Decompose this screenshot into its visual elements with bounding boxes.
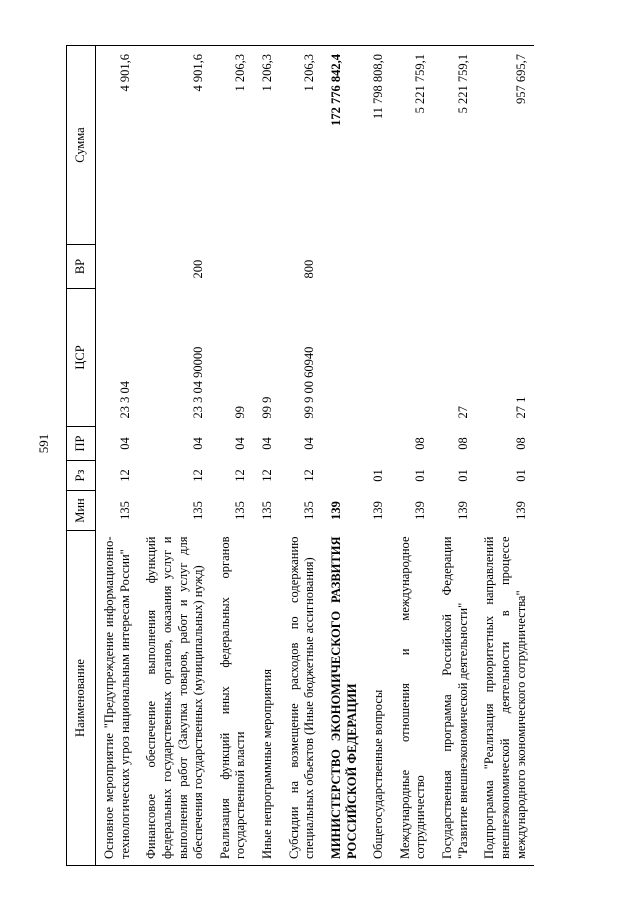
- row-vr: [323, 245, 365, 289]
- row-pr: 04: [302, 437, 317, 450]
- row-rz: 01: [371, 469, 386, 482]
- table-row: [254, 46, 281, 866]
- row-min: 139: [413, 501, 428, 520]
- row-name: Основное мероприятие "Предупреждение информационно-технологических угроз национальным интересам России": [102, 536, 132, 859]
- page-number: 591: [36, 433, 51, 454]
- row-name: Реализация функций иных федеральных органов государственной власти: [217, 536, 248, 859]
- row-pr: 08: [513, 437, 528, 450]
- row-min: 139: [328, 501, 343, 520]
- row-vr: [254, 245, 281, 289]
- row-min: 139: [513, 501, 528, 520]
- row-min: 139: [455, 501, 470, 520]
- row-name: Общегосударственные вопросы: [371, 689, 386, 859]
- row-csr: 99 9 00 60940: [302, 346, 317, 419]
- row-min: 135: [302, 501, 317, 520]
- row-csr: 23 3 04: [117, 381, 132, 419]
- row-vr: [365, 245, 392, 289]
- row-csr: 23 3 04 90000: [191, 346, 206, 419]
- row-sum: 172 776 842,4: [328, 54, 343, 126]
- row-name: Подпрограмма "Реализация приоритетных направлений внешнеэкономической деятельности в процессе международного экономического сотрудничества": [482, 536, 528, 859]
- row-name: Иные непрограммные мероприятия: [260, 669, 274, 859]
- table-header-row: [67, 46, 96, 866]
- row-csr: [392, 289, 434, 427]
- header-rz: Рз: [67, 461, 96, 491]
- rotated-page-content: [66, 46, 634, 866]
- header-csr: ЦСР: [67, 289, 96, 427]
- table-row: [392, 46, 434, 866]
- row-sum: 5 221 759,1: [455, 54, 470, 114]
- row-min: 135: [233, 501, 248, 520]
- row-vr: 800: [302, 259, 317, 279]
- row-rz: 12: [260, 469, 274, 482]
- header-min: Мин: [67, 491, 96, 531]
- row-csr: 99 9: [260, 396, 274, 419]
- row-pr: 04: [260, 437, 274, 450]
- row-min: 135: [191, 501, 206, 520]
- row-pr: 08: [413, 437, 428, 450]
- row-name: Международные отношения и международное сотрудничество: [397, 536, 428, 859]
- table-row: [281, 46, 323, 866]
- row-pr: 04: [117, 437, 132, 450]
- header-sum: Сумма: [67, 46, 96, 245]
- row-csr: 27: [455, 406, 470, 419]
- table-row: [476, 46, 534, 866]
- row-sum: 11 798 808,0: [371, 54, 386, 120]
- row-min: 135: [260, 501, 274, 520]
- row-sum: 1 206,3: [302, 54, 317, 92]
- table-row: [96, 46, 139, 866]
- table-row: [138, 46, 212, 866]
- row-sum: 5 221 759,1: [413, 54, 428, 114]
- row-name: Государственная программа Российской Федерации "Развитие внешнеэкономической деятельности": [440, 536, 470, 859]
- row-vr: [392, 245, 434, 289]
- row-csr: [323, 289, 365, 427]
- row-sum: 4 901,6: [191, 54, 206, 92]
- row-rz: 01: [455, 469, 470, 482]
- row-rz: [323, 461, 365, 491]
- row-rz: 12: [117, 469, 132, 482]
- table-row-ministry: [323, 46, 365, 866]
- row-vr: 200: [191, 259, 206, 279]
- table-row: [212, 46, 254, 866]
- row-rz: 12: [191, 469, 206, 482]
- row-vr: [434, 245, 476, 289]
- row-vr: [476, 245, 534, 289]
- row-min: 139: [371, 501, 386, 520]
- row-name: Субсидии на возмещение расходов по содержанию специальных объектов (Иные бюджетные ассигнования): [286, 536, 317, 859]
- row-csr: 27 1: [513, 396, 528, 419]
- row-sum: 1 206,3: [233, 54, 248, 92]
- row-rz: 12: [233, 469, 248, 482]
- header-name: Наименование: [67, 531, 96, 866]
- row-rz: 01: [513, 469, 528, 482]
- row-pr: 08: [455, 437, 470, 450]
- row-rz: 01: [413, 469, 428, 482]
- row-sum: 957 695,7: [513, 54, 528, 104]
- row-sum: 4 901,6: [117, 54, 132, 92]
- row-pr: 04: [233, 437, 248, 450]
- row-pr: [323, 427, 365, 461]
- header-vr: ВР: [67, 245, 96, 289]
- row-name: МИНИСТЕРСТВО ЭКОНОМИЧЕСКОГО РАЗВИТИЯ РОССИЙСКОЙ ФЕДЕРАЦИИ: [328, 536, 359, 859]
- row-vr: [96, 245, 139, 289]
- table-row: [365, 46, 392, 866]
- row-rz: 12: [302, 469, 317, 482]
- header-pr: ПР: [67, 427, 96, 461]
- row-pr: 04: [191, 437, 206, 450]
- budget-table: [66, 45, 534, 866]
- row-pr: [365, 427, 392, 461]
- row-name: Финансовое обеспечение выполнения функций федеральных государственных органов, оказания услуг и выполнения работ (Закупка товаров, работ и услуг для обеспечения государственных (муниципальных) нужд): [144, 536, 206, 859]
- row-vr: [212, 245, 254, 289]
- table-row: [434, 46, 476, 866]
- row-csr: [365, 289, 392, 427]
- row-csr: 99: [233, 406, 248, 419]
- row-sum: 1 206,3: [260, 54, 274, 92]
- row-min: 135: [117, 501, 132, 520]
